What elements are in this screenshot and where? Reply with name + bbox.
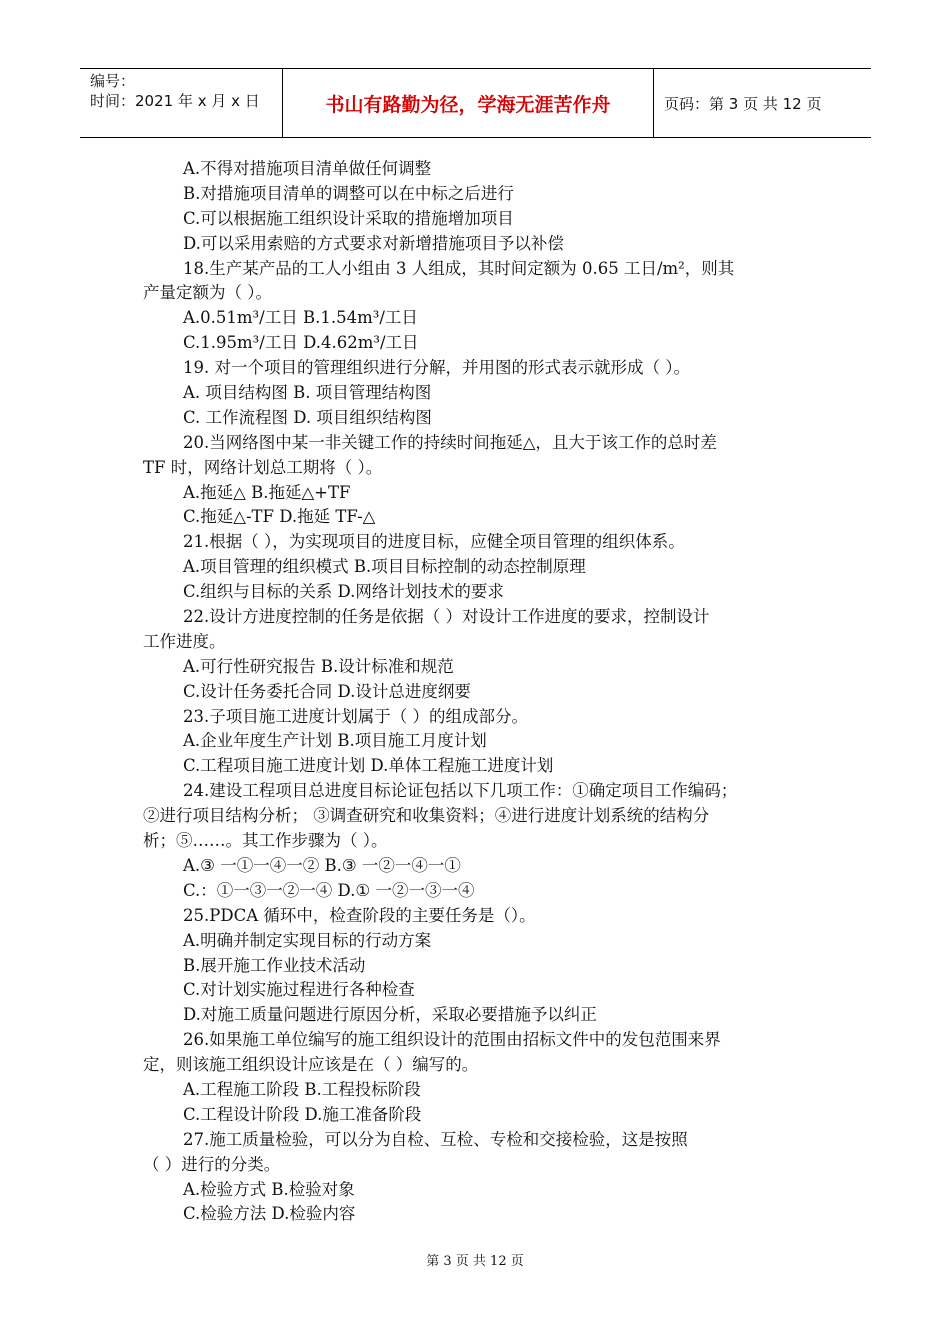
text-line: C.1.95m³/工日 D.4.62m³/工日 — [183, 333, 419, 353]
header-motto: 书山有路勤为径，学海无涯苦作舟 — [283, 69, 654, 137]
question-line: 27.施工质量检验，可以分为自检、互检、专检和交接检验，这是按照 — [183, 1129, 688, 1149]
text-line: C.设计任务委托合同 D.设计总进度纲要 — [183, 681, 471, 701]
text-line: A. 项目结构图 B. 项目管理结构图 — [183, 383, 432, 403]
header-page-info: 页码：第 3 页 共 12 页 — [664, 94, 822, 113]
header-info — [80, 69, 283, 137]
text-line: A.项目管理的组织模式 B.项目目标控制的动态控制原理 — [183, 557, 586, 577]
question-line: ②进行项目结构分析； ③调查研究和收集资料；④进行进度计划系统的结构分 — [143, 806, 710, 826]
date-label: 时间：2021 年 x 月 x 日 — [90, 92, 260, 110]
text-line: C.检验方法 D.检验内容 — [183, 1204, 356, 1224]
text-line: D.可以采用索赔的方式要求对新增措施项目予以补偿 — [183, 233, 564, 253]
text-line: B.展开施工作业技术活动 — [183, 955, 366, 975]
question-line: 工作进度。 — [143, 631, 226, 651]
question-line: 19. 对一个项目的管理组织进行分解，并用图的形式表示就形成（ ）。 — [183, 358, 690, 378]
text-line: C. 工作流程图 D. 项目组织结构图 — [183, 407, 432, 427]
question-line: 定，则该施工组织设计应该是在（ ）编写的。 — [143, 1055, 479, 1075]
text-line: C.拖延△-TF D.拖延 TF-△ — [183, 507, 376, 527]
question-line: 20.当网络图中某一非关键工作的持续时间拖延△，且大于该工作的总时差 — [183, 432, 717, 452]
text-line: A.企业年度生产计划 B.项目施工月度计划 — [183, 731, 487, 751]
text-line: B.对措施项目清单的调整可以在中标之后进行 — [183, 183, 514, 203]
text-line: A.检验方式 B.检验对象 — [183, 1179, 355, 1199]
question-line: （ ）进行的分类。 — [143, 1154, 281, 1174]
question-line: 24.建设工程项目总进度目标论证包括以下几项工作：①确定项目工作编码； — [183, 781, 738, 801]
text-line: C.工程项目施工进度计划 D.单体工程施工进度计划 — [183, 756, 554, 776]
question-line: 23.子项目施工进度计划属于（ ）的组成部分。 — [183, 706, 528, 726]
page-footer: 第 3 页 共 12 页 — [426, 1254, 524, 1269]
question-line: 析；⑤……。其工作步骤为（ ）。 — [143, 831, 388, 851]
question-line: 21.根据（ ），为实现项目的进度目标，应健全项目管理的组织体系。 — [183, 532, 685, 552]
text-line: C.对计划实施过程进行各种检查 — [183, 980, 415, 1000]
question-line: 产量定额为（ ）。 — [143, 283, 272, 303]
question-line: 18.生产某产品的工人小组由 3 人组成，其时间定额为 0.65 工日/m²，则其 — [183, 258, 735, 278]
page-header — [80, 68, 871, 138]
text-line: C.：①一③一②一④ D.① 一②一③一④ — [183, 880, 475, 900]
text-line: D.对施工质量问题进行原因分析，采取必要措施予以纠正 — [183, 1005, 597, 1025]
text-line: C.工程设计阶段 D.施工准备阶段 — [183, 1104, 422, 1124]
text-line: C.组织与目标的关系 D.网络计划技术的要求 — [183, 582, 504, 602]
question-line: 22.设计方进度控制的任务是依据（ ）对设计工作进度的要求，控制设计 — [183, 607, 710, 627]
question-line: TF 时，网络计划总工期将（ ）。 — [143, 457, 383, 477]
document-body — [143, 157, 815, 1227]
text-line: A.可行性研究报告 B.设计标准和规范 — [183, 656, 454, 676]
question-line: 25.PDCA 循环中，检查阶段的主要任务是（）。 — [183, 905, 536, 925]
text-line: A.③ 一①一④一② B.③ 一②一④一① — [183, 855, 461, 875]
question-line: 26.如果施工单位编写的施工组织设计的范围由招标文件中的发包范围来界 — [183, 1030, 721, 1050]
text-line: A.拖延△ B.拖延△+TF — [183, 482, 351, 502]
text-line: A.不得对措施项目清单做任何调整 — [183, 159, 432, 178]
number-label: 编号： — [90, 72, 136, 90]
text-line: A.明确并制定实现目标的行动方案 — [183, 930, 432, 950]
text-line: A.0.51m³/工日 B.1.54m³/工日 — [183, 308, 418, 328]
text-line: A.工程施工阶段 B.工程投标阶段 — [183, 1079, 421, 1099]
text-line: C.可以根据施工组织设计采取的措施增加项目 — [183, 208, 514, 228]
